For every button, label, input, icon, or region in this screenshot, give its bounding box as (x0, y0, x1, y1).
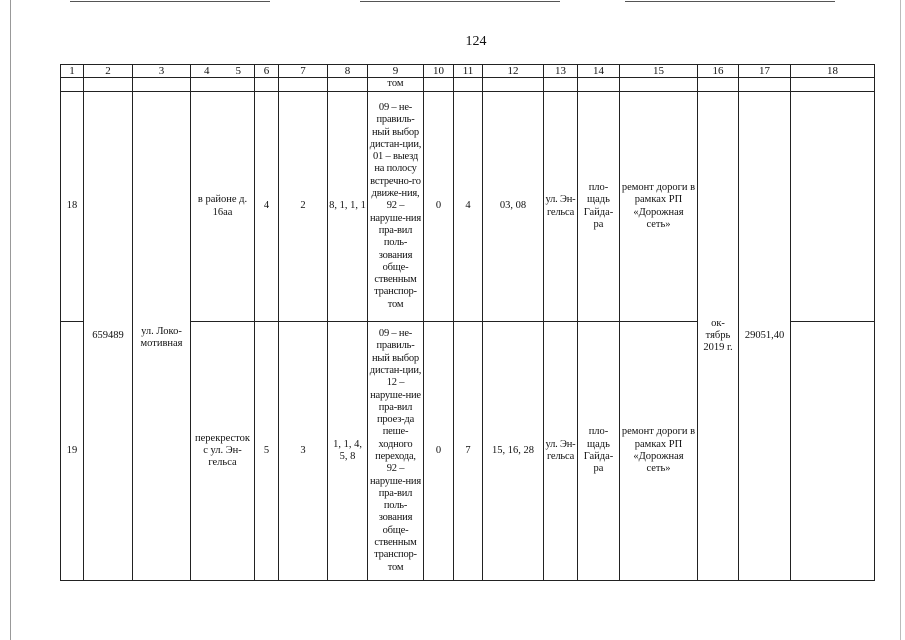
value-cell: 8, 1, 1, 1 (328, 92, 368, 322)
column-number-row (61, 65, 875, 78)
amount-cell: 29051,40 (739, 92, 791, 581)
header-cell: 14 (578, 65, 620, 78)
table-row (61, 92, 875, 322)
scan-edge-line (360, 1, 560, 2)
header-cell: 12 (483, 65, 544, 78)
register-table (60, 64, 875, 581)
header-cell: 4 (191, 65, 223, 78)
code-cell: 659489 (84, 92, 133, 581)
value-cell: 4 (454, 92, 483, 322)
page-number: 124 (465, 34, 487, 49)
measure-cell: ремонт дороги в рамках РП «Дорожная сеть» (620, 92, 698, 322)
location-cell: в районе д. 16аа (191, 92, 255, 322)
street-from-cell: ул. Эн-гельса (544, 322, 578, 581)
street-from-cell: ул. Эн-гельса (544, 92, 578, 322)
header-cell: 17 (739, 65, 791, 78)
street-cell: ул. Локо-мотивная (133, 92, 191, 581)
violations-cell: 09 – не-правиль-ный выбор дистан-ции, 12 – наруше-ние пра-вил проез-да пеше-ходного перехода, 92 – наруше-ния пра-вил поль-зования обще-ственным транспор-том (368, 322, 424, 581)
street-to-cell: пло-щадь Гайда-ра (578, 322, 620, 581)
header-cell: 3 (133, 65, 191, 78)
header-cell: 6 (255, 65, 279, 78)
value-cell: 15, 16, 28 (483, 322, 544, 581)
date-cell: ок-тябрь 2019 г. (698, 92, 739, 581)
value-cell: 1, 1, 4, 5, 8 (328, 322, 368, 581)
scan-edge-line (70, 1, 270, 2)
header-cell: 9 (368, 65, 424, 78)
value-cell: 5 (255, 322, 279, 581)
value-cell: 4 (255, 92, 279, 322)
header-cell: 8 (328, 65, 368, 78)
value-cell: 7 (454, 322, 483, 581)
row-number: 19 (61, 322, 84, 581)
value-cell: 3 (279, 322, 328, 581)
header-cell: 15 (620, 65, 698, 78)
value-cell: 0 (424, 322, 454, 581)
value-cell: 2 (279, 92, 328, 322)
header-cell: 1 (61, 65, 84, 78)
continuation-text: том (368, 78, 424, 92)
row-number: 18 (61, 92, 84, 322)
street-to-cell: пло-щадь Гайда-ра (578, 92, 620, 322)
value-cell: 0 (424, 92, 454, 322)
scan-edge-line (10, 0, 11, 640)
scan-edge-line (625, 1, 835, 2)
value-cell (791, 92, 875, 322)
violations-cell: 09 – не-правиль-ный выбор дистан-ции, 01 – выезд на полосу встречно-го движе-ния, 92 – наруше-ния пра-вил поль-зования обще-ственным транспор-том (368, 92, 424, 322)
header-cell: 5 (223, 65, 255, 78)
header-cell: 11 (454, 65, 483, 78)
continuation-row (61, 78, 875, 92)
header-cell: 10 (424, 65, 454, 78)
location-cell: перекресток с ул. Эн-гельса (191, 322, 255, 581)
scan-edge-line (900, 0, 901, 640)
measure-cell: ремонт дороги в рамках РП «Дорожная сеть» (620, 322, 698, 581)
header-cell: 7 (279, 65, 328, 78)
header-cell: 2 (84, 65, 133, 78)
value-cell: 03, 08 (483, 92, 544, 322)
header-cell: 16 (698, 65, 739, 78)
value-cell (791, 322, 875, 581)
header-cell: 13 (544, 65, 578, 78)
header-cell: 18 (791, 65, 875, 78)
